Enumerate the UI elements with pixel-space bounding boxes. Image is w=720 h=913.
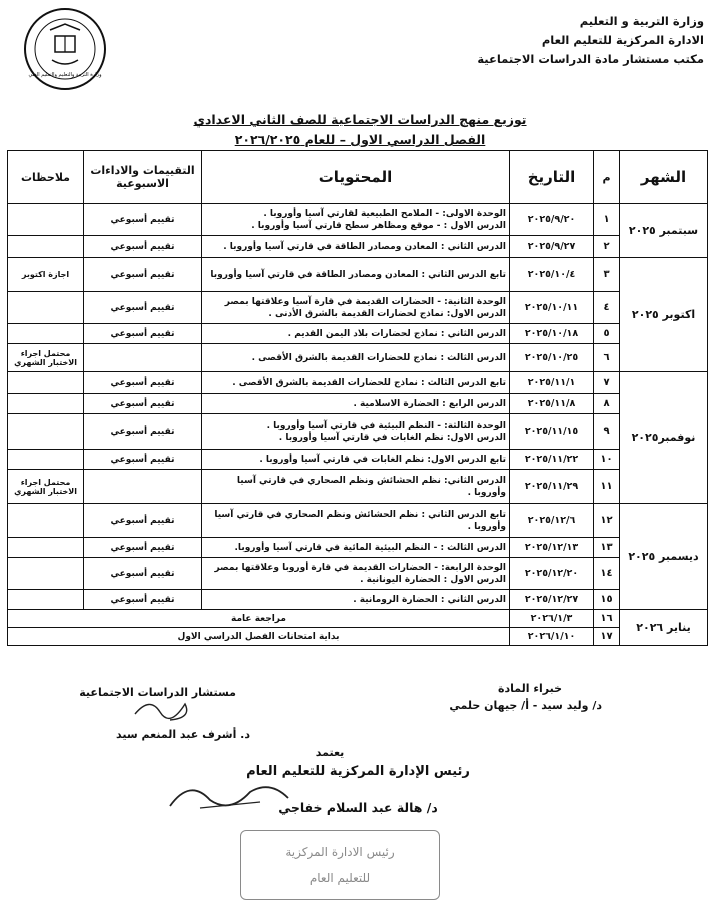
row-content: الوحدة الثالثة: - النظم البيئية في قارتي آسيا وأوروبا . الدرس الاول: نظم الغابات في قارتي آسيا وأوروبا . bbox=[202, 414, 510, 450]
row-evaluation: تقييم أسبوعي bbox=[84, 292, 202, 324]
row-notes bbox=[8, 538, 84, 558]
table-row bbox=[8, 558, 708, 590]
row-number: ١٠ bbox=[594, 450, 620, 470]
row-notes bbox=[8, 292, 84, 324]
row-date: ٢٠٢٥/١٠/٢٥ bbox=[510, 344, 594, 372]
row-number: ٧ bbox=[594, 372, 620, 394]
row-evaluation: تقييم أسبوعي bbox=[84, 204, 202, 236]
row-notes bbox=[8, 414, 84, 450]
row-date: ٢٠٢٥/١١/٢٩ bbox=[510, 470, 594, 504]
row-content: الدرس الثاني: نظم الحشائش ونظم الصحاري في قارتي آسيا وأوروبا . bbox=[202, 470, 510, 504]
table-row bbox=[8, 628, 708, 646]
row-number: ١٢ bbox=[594, 504, 620, 538]
head-title: رئيس الإدارة المركزية للتعليم العام bbox=[246, 764, 470, 779]
row-evaluation: تقييم أسبوعي bbox=[84, 504, 202, 538]
header-notes: ملاحظات bbox=[8, 151, 84, 204]
row-content: الوحدة الاولى: - الملامح الطبيعية لقارتي آسيا وأوروبا . الدرس الاول : - موقع ومظاهر سطح قارتي آسيا وأوروبا . bbox=[202, 204, 510, 236]
table-row bbox=[8, 258, 708, 292]
month-cell-dec: ديسمبر ٢٠٢٥ bbox=[620, 504, 708, 610]
row-evaluation: تقييم أسبوعي bbox=[84, 394, 202, 414]
row-number: ٩ bbox=[594, 414, 620, 450]
row-number: ١ bbox=[594, 204, 620, 236]
table-row bbox=[8, 292, 708, 324]
row-number: ١٣ bbox=[594, 538, 620, 558]
row-date: ٢٠٢٦/١/٣ bbox=[510, 610, 594, 628]
row-date: ٢٠٢٥/١٠/١١ bbox=[510, 292, 594, 324]
row-content: بداية امتحانات الفصل الدراسي الاول bbox=[8, 628, 510, 646]
table-row bbox=[8, 450, 708, 470]
month-cell-nov: نوفمبر٢٠٢٥ bbox=[620, 372, 708, 504]
row-notes bbox=[8, 236, 84, 258]
ministry-name: وزارة التربية و التعليم bbox=[579, 14, 704, 28]
title-line2: الفصل الدراسي الاول – للعام ٢٠٢٦/٢٠٢٥ bbox=[234, 132, 486, 147]
table-row bbox=[8, 204, 708, 236]
row-date: ٢٠٢٥/١١/١٥ bbox=[510, 414, 594, 450]
table-row bbox=[8, 414, 708, 450]
row-number: ١١ bbox=[594, 470, 620, 504]
row-number: ٢ bbox=[594, 236, 620, 258]
central-admin-name: الادارة المركزية للتعليم العام bbox=[541, 33, 704, 47]
head-name: د/ هالة عبد السلام خفاجي bbox=[278, 800, 438, 815]
row-content: الدرس الرابع : الحضارة الاسلامية . bbox=[202, 394, 510, 414]
row-content: الوحدة الرابعة: - الحضارات القديمة في قارة أوروبا وعلاقتها بمصر الدرس الاول : الحضارة اليونانية . bbox=[202, 558, 510, 590]
row-notes bbox=[8, 372, 84, 394]
row-content: الدرس الثالث : - النظم البيئية المائية في قارتي آسيا وأوروبا. bbox=[202, 538, 510, 558]
row-date: ٢٠٢٥/١٢/٢٠ bbox=[510, 558, 594, 590]
row-content: الدرس الثالث : نماذج للحضارات القديمة بالشرق الأقصى . bbox=[202, 344, 510, 372]
table-row bbox=[8, 504, 708, 538]
row-date: ٢٠٢٥/١٠/٤ bbox=[510, 258, 594, 292]
row-notes: محتمل اجراء الاختبار الشهري bbox=[8, 470, 84, 504]
row-number: ١٦ bbox=[594, 610, 620, 628]
row-evaluation bbox=[84, 470, 202, 504]
row-content: الدرس الثاني : نماذج لحضارات بلاد اليمن القديم . bbox=[202, 324, 510, 344]
row-notes bbox=[8, 394, 84, 414]
row-number: ٤ bbox=[594, 292, 620, 324]
row-date: ٢٠٢٥/٩/٢٠ bbox=[510, 204, 594, 236]
stamp-line2: للتعليم العام bbox=[309, 871, 371, 885]
logo-caption: وزارة التربية والتعليم والتعليم الفني bbox=[28, 72, 102, 78]
office-stamp bbox=[240, 830, 440, 900]
row-number: ١٤ bbox=[594, 558, 620, 590]
row-content: الوحدة الثانية: - الحضارات القديمة في قارة آسيا وعلاقتها بمصر الدرس الاول: نماذج لحضارات القديمة بالشرق الأدنى . bbox=[202, 292, 510, 324]
row-notes bbox=[8, 204, 84, 236]
row-number: ١٥ bbox=[594, 590, 620, 610]
row-notes bbox=[8, 324, 84, 344]
row-notes bbox=[8, 558, 84, 590]
row-date: ٢٠٢٥/١١/١ bbox=[510, 372, 594, 394]
row-evaluation bbox=[84, 344, 202, 372]
experts-block bbox=[392, 682, 602, 712]
row-date: ٢٠٢٥/٩/٢٧ bbox=[510, 236, 594, 258]
row-content: الدرس الثاني : الحضارة الرومانية . bbox=[202, 590, 510, 610]
curriculum-table bbox=[7, 150, 708, 646]
row-evaluation: تقييم أسبوعي bbox=[84, 258, 202, 292]
stamp-line1: رئيس الادارة المركزية bbox=[285, 845, 395, 859]
row-date: ٢٠٢٥/١٠/١٨ bbox=[510, 324, 594, 344]
header-date: التاريخ bbox=[510, 151, 594, 204]
table-body bbox=[8, 204, 708, 646]
header-block bbox=[424, 12, 704, 69]
row-notes bbox=[8, 590, 84, 610]
row-evaluation: تقييم أسبوعي bbox=[84, 324, 202, 344]
row-notes: محتمل اجراء الاختبار الشهري bbox=[8, 344, 84, 372]
row-number: ٥ bbox=[594, 324, 620, 344]
row-date: ٢٠٢٥/١١/٨ bbox=[510, 394, 594, 414]
row-content: مراجعة عامة bbox=[8, 610, 510, 628]
row-date: ٢٠٢٥/١٢/١٣ bbox=[510, 538, 594, 558]
row-notes bbox=[8, 504, 84, 538]
advisor-title: مستشار الدراسات الاجتماعية bbox=[79, 686, 236, 699]
table-row bbox=[8, 344, 708, 372]
row-evaluation: تقييم أسبوعي bbox=[84, 414, 202, 450]
row-date: ٢٠٢٥/١٢/٢٧ bbox=[510, 590, 594, 610]
title-line1: توزيع منهج الدراسات الاجتماعية للصف الثاني الاعدادي bbox=[193, 112, 527, 127]
row-content: تابع الدرس الثاني : المعادن ومصادر الطاقة في قارتي آسيا وأوروبا bbox=[202, 258, 510, 292]
row-date: ٢٠٢٥/١٢/٦ bbox=[510, 504, 594, 538]
table-header-row bbox=[8, 151, 708, 204]
row-number: ٨ bbox=[594, 394, 620, 414]
header-content: المحتويات bbox=[202, 151, 510, 204]
month-cell-oct: اكتوبر ٢٠٢٥ bbox=[620, 258, 708, 372]
experts-names: د/ وليد سيد - أ/ جيهان حلمي bbox=[449, 699, 602, 712]
approve-label: يعتمد bbox=[315, 746, 345, 759]
row-evaluation: تقييم أسبوعي bbox=[84, 236, 202, 258]
table-row bbox=[8, 236, 708, 258]
table-row bbox=[8, 372, 708, 394]
row-evaluation: تقييم أسبوعي bbox=[84, 450, 202, 470]
row-number: ٣ bbox=[594, 258, 620, 292]
row-date: ٢٠٢٦/١/١٠ bbox=[510, 628, 594, 646]
row-notes: اجازة اكتوبر bbox=[8, 258, 84, 292]
row-content: الدرس الثاني : المعادن ومصادر الطاقة في قارتي آسيا وأوروبا . bbox=[202, 236, 510, 258]
row-evaluation: تقييم أسبوعي bbox=[84, 538, 202, 558]
row-content: تابع الدرس الثاني : نظم الحشائش ونظم الصحاري في قارتي آسيا وأوروبا . bbox=[202, 504, 510, 538]
table-row bbox=[8, 470, 708, 504]
month-cell-jan: يناير ٢٠٢٦ bbox=[620, 610, 708, 646]
row-content: تابع الدرس الثالث : نماذج للحضارات القديمة بالشرق الأقصى . bbox=[202, 372, 510, 394]
advisor-name: د. أشرف عبد المنعم سيد bbox=[116, 728, 250, 741]
header-month: الشهر bbox=[620, 151, 708, 204]
table-row bbox=[8, 324, 708, 344]
advisor-signature bbox=[130, 694, 200, 724]
row-evaluation: تقييم أسبوعي bbox=[84, 558, 202, 590]
header-eval: التقييمات والاداءات الاسبوعية bbox=[84, 151, 202, 204]
row-number: ١٧ bbox=[594, 628, 620, 646]
month-cell-sep: سبتمبر ٢٠٢٥ bbox=[620, 204, 708, 258]
row-number: ٦ bbox=[594, 344, 620, 372]
table-row bbox=[8, 610, 708, 628]
row-notes bbox=[8, 450, 84, 470]
table-row bbox=[8, 394, 708, 414]
row-evaluation: تقييم أسبوعي bbox=[84, 372, 202, 394]
table-row bbox=[8, 590, 708, 610]
row-evaluation: تقييم أسبوعي bbox=[84, 590, 202, 610]
office-name: مكتب مستشار مادة الدراسات الاجتماعية bbox=[477, 52, 704, 66]
ministry-logo bbox=[22, 6, 108, 92]
table-row bbox=[8, 538, 708, 558]
experts-title: خبراء المادة bbox=[497, 682, 562, 695]
row-date: ٢٠٢٥/١١/٢٢ bbox=[510, 450, 594, 470]
document-title bbox=[0, 110, 720, 150]
header-num: م bbox=[594, 151, 620, 204]
row-content: تابع الدرس الاول: نظم الغابات في قارتي آسيا وأوروبا . bbox=[202, 450, 510, 470]
